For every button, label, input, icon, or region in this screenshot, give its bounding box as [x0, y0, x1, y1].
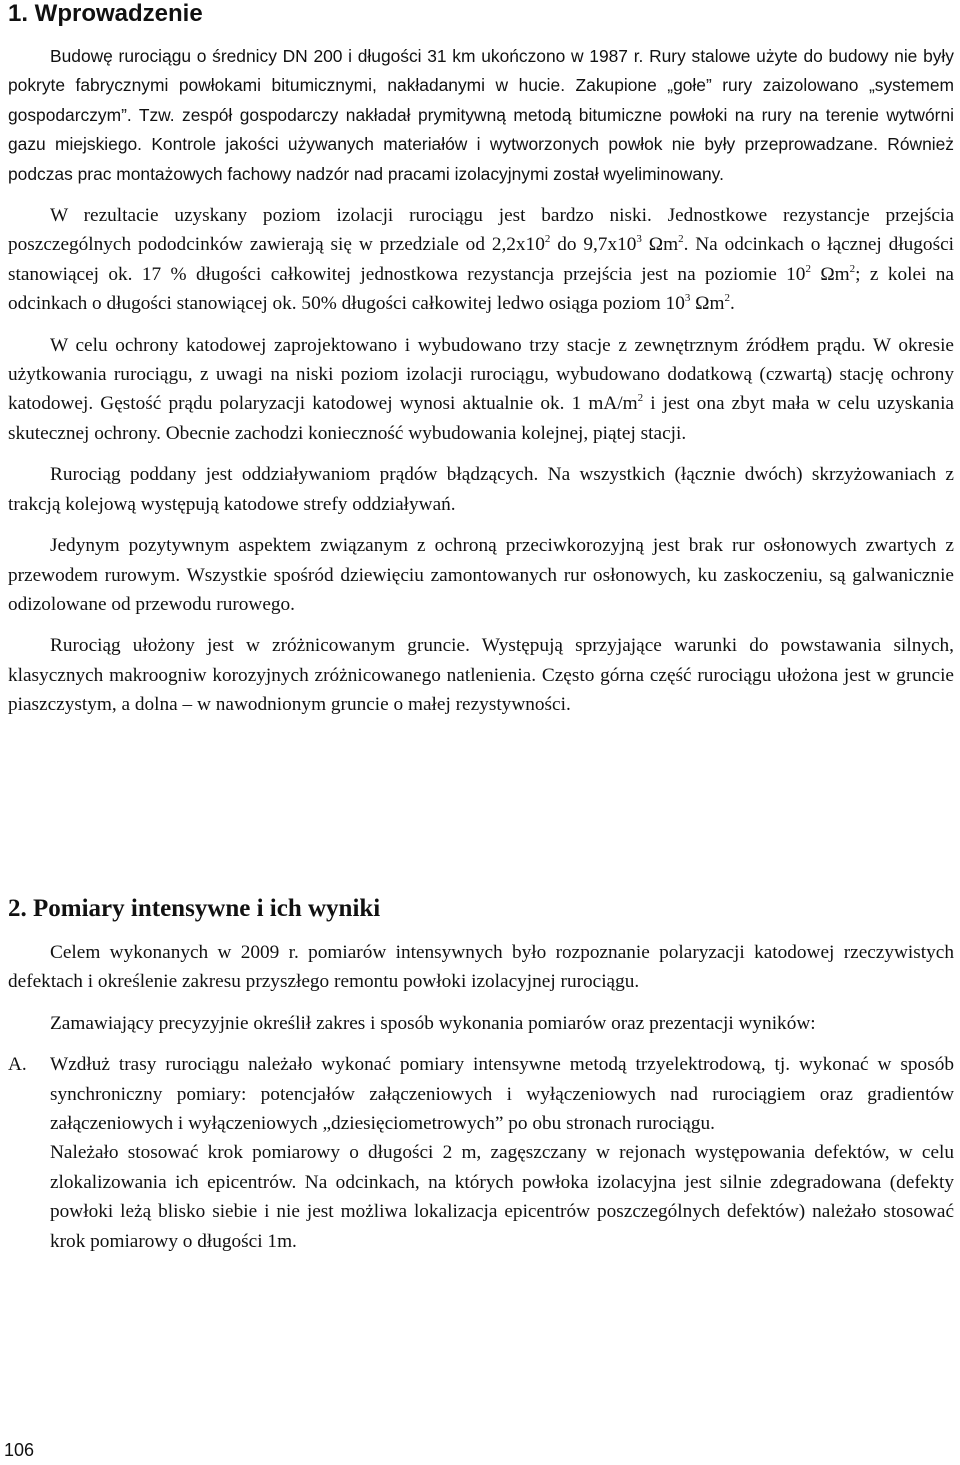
section-2-heading: 2. Pomiary intensywne i ich wyniki	[8, 895, 381, 922]
list-item-a-text-2: Należało stosować krok pomiarowy o długości 2 m, zagęszczany w rejonach występowania defektów, w celu zlokalizowania ich epicentrów. Na odcinkach, na których powłoka izolacyjna jest silnie zdegradowana (defekty powłoki leżą blisko siebie i nie jest możliwa lokalizacja epicentrów poszczególnych defektów) należało stosować krok pomiarowy o długości 1m.	[50, 1142, 954, 1252]
section-2-body	[8, 938, 954, 1256]
paragraph-4: Rurociąg poddany jest oddziaływaniom prądów błądzących. Na wszystkich (łącznie dwóch) skrzyżowaniach z trakcją kolejową występują katodowe strefy oddziaływań.	[8, 464, 954, 515]
section-1-heading: 1. Wprowadzenie	[8, 0, 203, 27]
paragraph-1: Budowę rurociągu o średnicy DN 200 i długości 31 km ukończono w 1987 r. Rury stalowe użyte do budowy nie były pokryte fabrycznymi powłokami bitumicznymi, nakładanymi w hucie. Zakupione „gołe” rury zaizolowano „systemem gospodarczym”. Tzw. zespół gospodarczy nakładał prymitywną metodą bitumiczne powłoki na rury na terenie wytwórni gazu miejskiego. Kontrole jakości używanych materiałów i wytworzonych powłok nie były przeprowadzane. Również podczas prac montażowych fachowy nadzór nad pracami izolacyjnymi został wyeliminowany.	[8, 46, 954, 184]
paragraph-2: W rezultacie uzyskany poziom izolacji rurociągu jest bardzo niski. Jednostkowe rezystancje przejścia poszczególnych pododcinków zawierają się w przedziale od $2,2x10^2$ do $9,7x10^3$ $\Omega m^2$. Na odcinkach o łącznej długości stanowiącej ok. 17 % długości całkowitej jednostkowa rezystancja przejścia jest na poziomie $10^2$ $\Omega m^2$; z kolei na odcinkach o długości stanowiącej ok. 50% długości całkowitej ledwo osiąga poziom $10^3$ $\Omega m^2$.	[8, 205, 954, 315]
page-number: 106	[4, 1440, 35, 1460]
paragraph-3: W celu ochrony katodowej zaprojektowano i wybudowano trzy stacje z zewnętrznym źródłem prądu. W okresie użytkowania rurociągu, z uwagi na niski poziom izolacji rurociągu, wybudowano dodatkową (czwartą) stację ochrony katodowej. Gęstość prądu polaryzacji katodowej wynosi aktualnie ok. 1 $mA/m^2$ i jest ona zbyt mała w celu uzyskania skutecznej ochrony. Obecnie zachodzi konieczność wybudowania kolejnej, piątej stacji.	[8, 334, 954, 444]
list-item-a-text-1: Wzdłuż trasy rurociągu należało wykonać pomiary intensywne metodą trzyelektrodową, tj. wykonać w sposób synchroniczny pomiary: potencjałów załączeniowych i wyłączeniowych nad rurociągiem oraz gradientów załączeniowych i wyłączeniowych „dziesięciometrowych” po obu stronach rurociągu.	[50, 1054, 954, 1135]
paragraph-5: Jedynym pozytywnym aspektem związanym z ochroną przeciwkorozyjną jest brak rur osłonowych zwartych z przewodem rurowym. Wszystkie spośród dziewięciu zamontowanych rur osłonowych, ku zaskoczeniu, są galwanicznie odizolowane od przewodu rurowego.	[8, 535, 954, 615]
paragraph-8: Zamawiający precyzyjnie określił zakres i sposób wykonania pomiarów oraz prezentacji wyników:	[50, 1012, 816, 1034]
list-marker: A.	[8, 1054, 27, 1076]
list-item-a	[8, 1050, 954, 1256]
paragraph-7: Celem wykonanych w 2009 r. pomiarów intensywnych było rozpoznanie polaryzacji katodowej rzeczywistych defektach i określenie zakresu przyszłego remontu powłoki izolacyjnej rurociągu.	[8, 942, 954, 993]
section-1-body	[8, 42, 954, 732]
paragraph-6: Rurociąg ułożony jest w zróżnicowanym gruncie. Występują sprzyjające warunki do powstawania silnych, klasycznych makroogniw korozyjnych zróżnicowanego natlenienia. Często górna część rurociągu ułożona jest w gruncie piaszczystym, a dolna – w nawodnionym gruncie o małej rezystywności.	[8, 635, 954, 716]
